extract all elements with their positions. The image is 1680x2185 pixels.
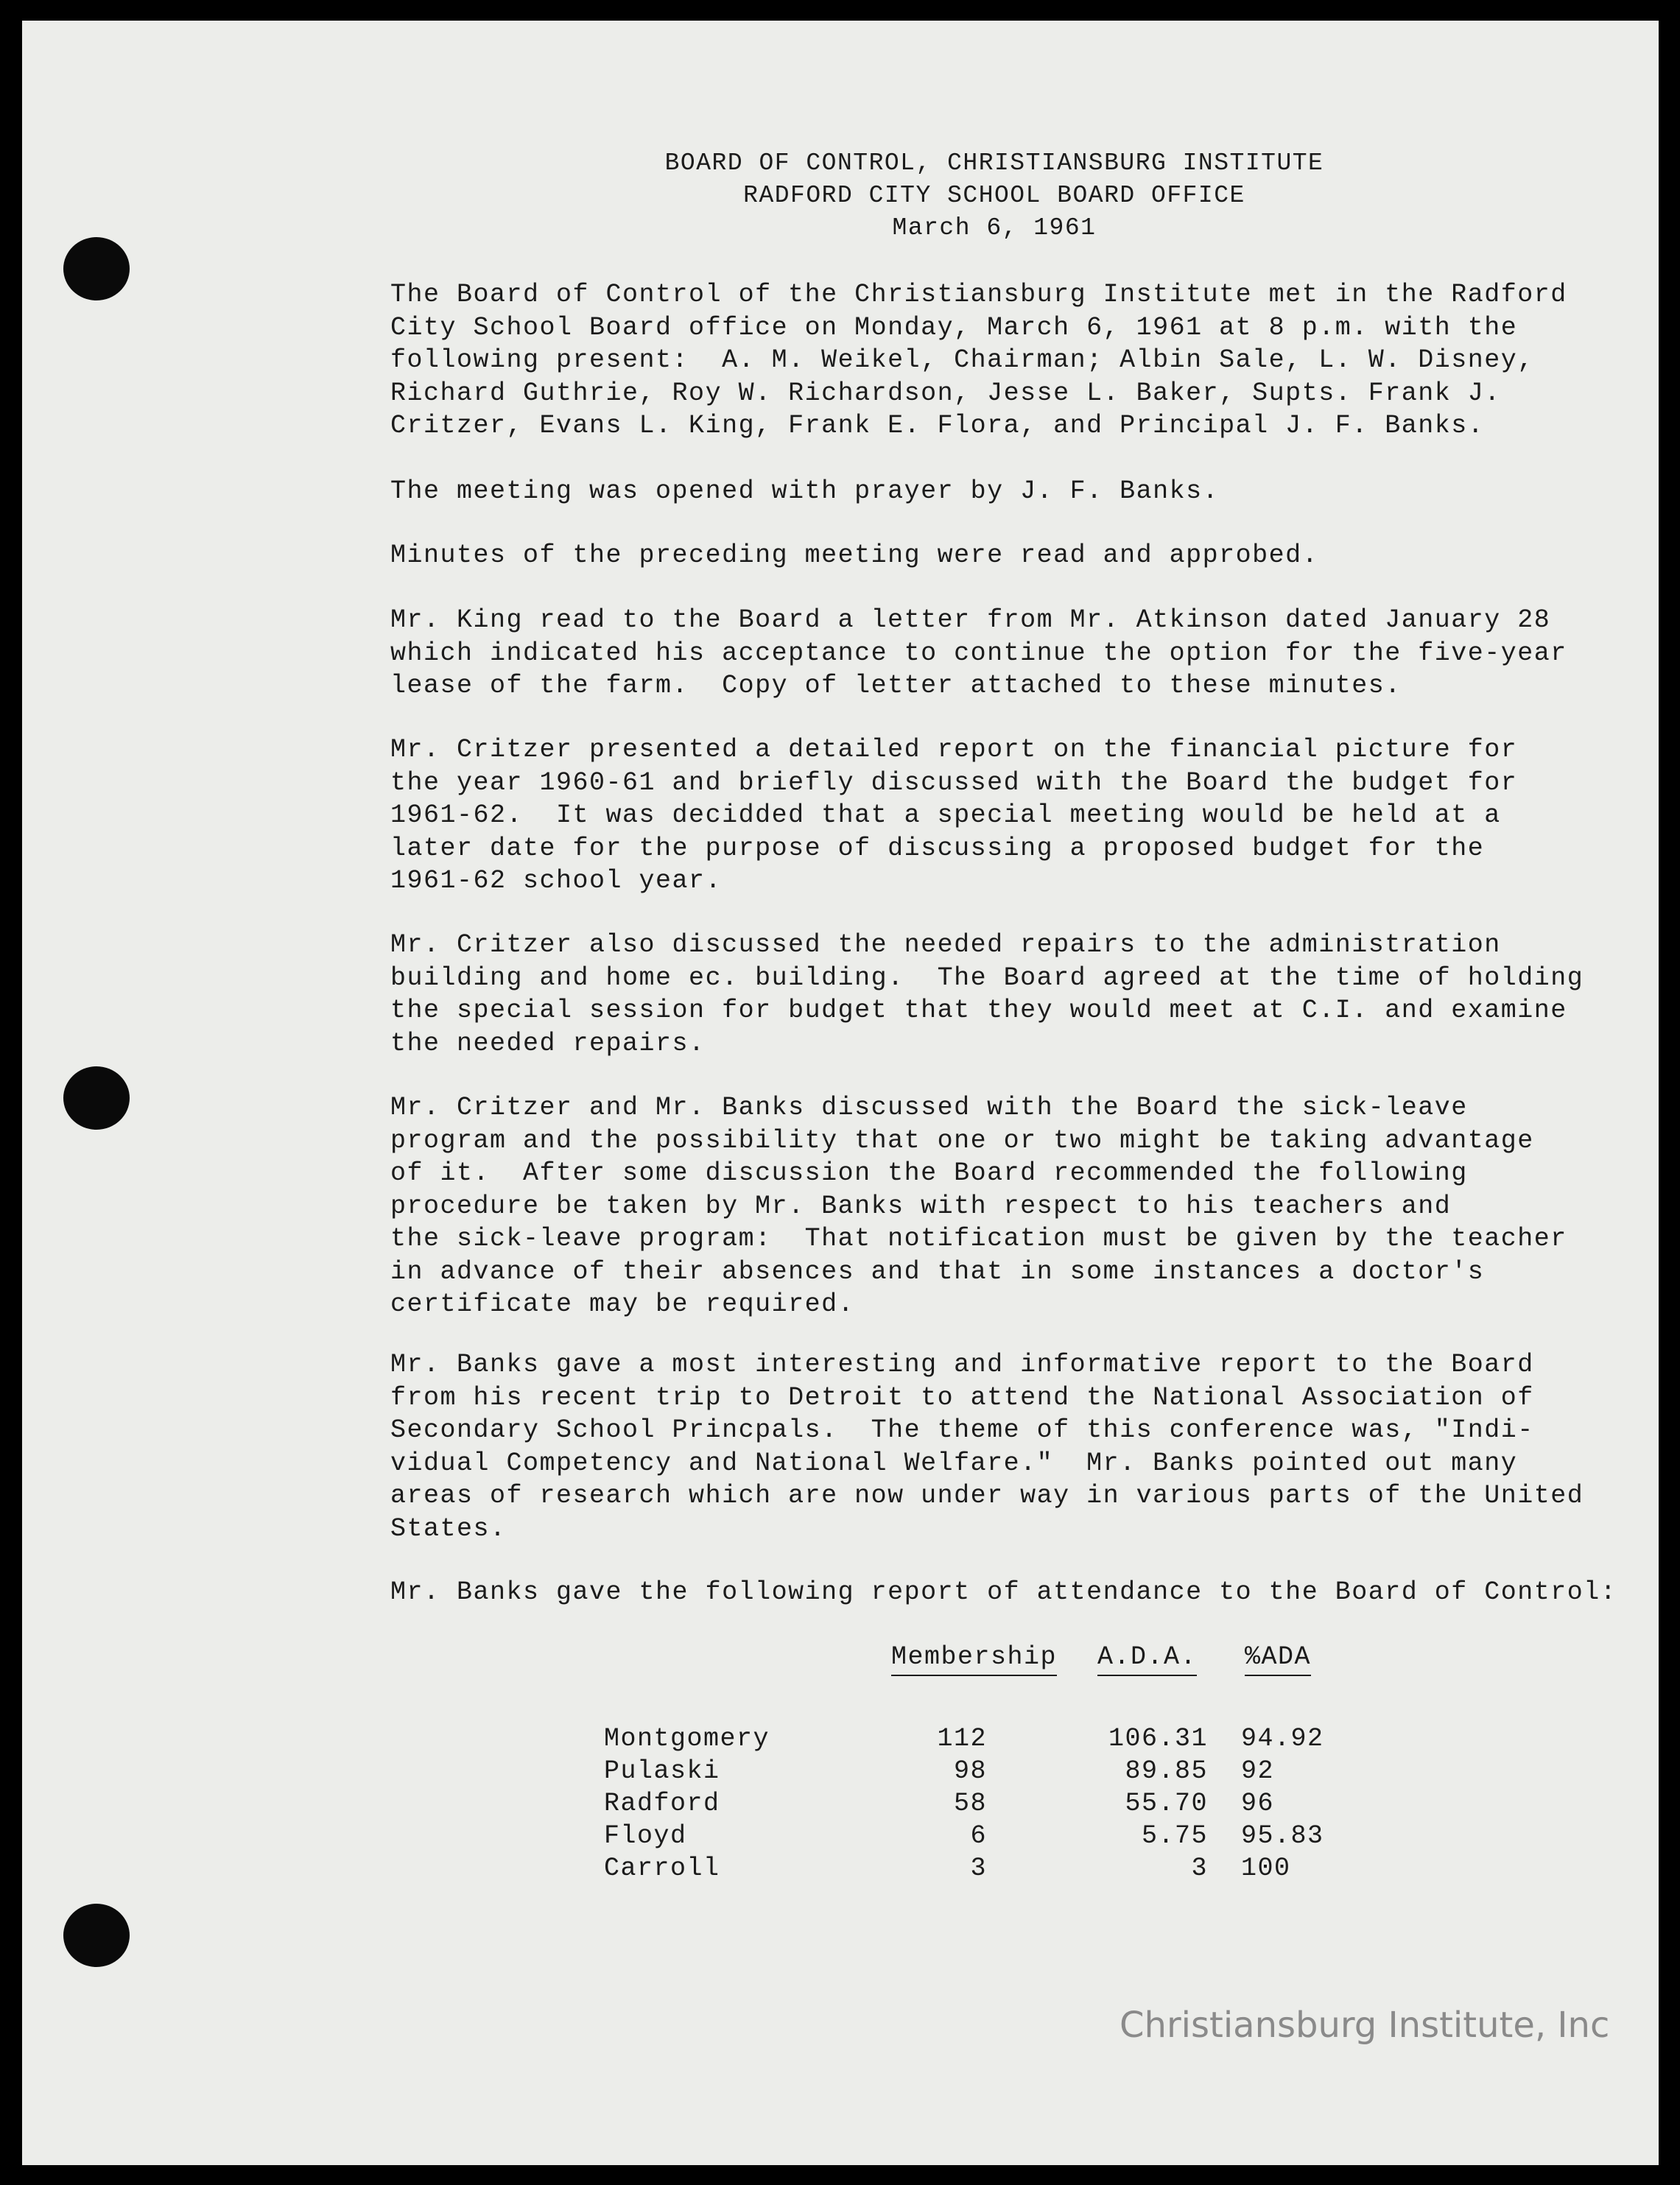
row-county: Floyd xyxy=(604,1821,687,1851)
paragraph-sick-leave: Mr. Critzer and Mr. Banks discussed with the Board the sick-leave program and the possibility that one or two might be taking advantage of it. After some discussion the Board recommended the following procedure be taken by Mr. Banks with respect to his teachers and the sick-leave program: That notification must be given by the teacher in advance of their absences and that in some instances a doctor's certificate may be required. xyxy=(390,1093,1567,1319)
row-membership: 6 xyxy=(970,1821,987,1851)
row-ada: 55.70 xyxy=(1125,1789,1208,1818)
table-row xyxy=(22,1755,1659,1787)
table-row xyxy=(22,1820,1659,1852)
row-county: Carroll xyxy=(604,1854,720,1883)
column-header-membership: Membership xyxy=(891,1641,1057,1676)
document-header xyxy=(22,147,1659,244)
row-membership: 112 xyxy=(937,1724,987,1753)
row-ada: 106.31 xyxy=(1108,1724,1208,1753)
watermark: Christiansburg Institute, Inc xyxy=(1120,2005,1610,2046)
row-ada: 89.85 xyxy=(1125,1756,1208,1786)
paragraph-attendance-intro: Mr. Banks gave the following report of attendance to the Board of Control: xyxy=(390,1577,1617,1607)
document-page xyxy=(22,21,1659,2165)
row-county: Montgomery xyxy=(604,1724,770,1753)
header-line-1: BOARD OF CONTROL, CHRISTIANSBURG INSTITUTE xyxy=(664,149,1324,177)
punch-hole-top xyxy=(63,237,130,300)
table-row xyxy=(22,1787,1659,1820)
row-pct-ada: 95.83 xyxy=(1241,1821,1324,1851)
header-line-3: March 6, 1961 xyxy=(892,214,1097,242)
row-ada: 3 xyxy=(1191,1854,1208,1883)
row-county: Radford xyxy=(604,1789,720,1818)
row-membership: 58 xyxy=(953,1789,987,1818)
row-pct-ada: 96 xyxy=(1241,1789,1275,1818)
paragraph-prayer: The meeting was opened with prayer by J. F. Banks. xyxy=(390,476,1220,506)
paragraph-financial-report: Mr. Critzer presented a detailed report on the financial picture for the year 1960-61 and briefly discussed with the Board the budget for 1961-62. It was decidded that a special meeting would be held at a later date for the purpose of discussing a proposed budget for the 1961-62 school year. xyxy=(390,735,1518,896)
row-pct-ada: 100 xyxy=(1241,1854,1291,1883)
table-row xyxy=(22,1852,1659,1885)
paragraph-minutes: Minutes of the preceding meeting were read and approbed. xyxy=(390,541,1319,570)
column-header-pct-ada: %ADA xyxy=(1245,1641,1311,1676)
header-line-2: RADFORD CITY SCHOOL BOARD OFFICE xyxy=(743,182,1245,209)
punch-hole-middle xyxy=(63,1066,130,1130)
row-membership: 98 xyxy=(953,1756,987,1786)
row-membership: 3 xyxy=(970,1854,987,1883)
row-pct-ada: 92 xyxy=(1241,1756,1275,1786)
row-ada: 5.75 xyxy=(1141,1821,1208,1851)
paragraph-detroit-report: Mr. Banks gave a most interesting and informative report to the Board from his recent trip to Detroit to attend the National Association of Secondary School Princpals. The theme of this conference was, "Indi- vidual Competency and National Welfare." Mr. Banks pointed out many areas of research which are now under way in various parts of the United States. xyxy=(390,1350,1584,1544)
column-header-ada: A.D.A. xyxy=(1097,1641,1197,1676)
table-row xyxy=(22,1723,1659,1755)
row-pct-ada: 94.92 xyxy=(1241,1724,1324,1753)
paragraph-farm-lease: Mr. King read to the Board a letter from Mr. Atkinson dated January 28 which indicated his acceptance to continue the option for the five-year lease of the farm. Copy of letter attached to these minutes. xyxy=(390,605,1567,700)
paragraph-repairs: Mr. Critzer also discussed the needed repairs to the administration building and home ec. building. The Board agreed at the time of holding the special session for budget that they would meet at C.I. and examine the needed repairs. xyxy=(390,930,1584,1058)
row-county: Pulaski xyxy=(604,1756,720,1786)
paragraph-attendees: The Board of Control of the Christiansburg Institute met in the Radford City School Board office on Monday, March 6, 1961 at 8 p.m. with the following present: A. M. Weikel, Chairman; Albin Sale, L. W. Disney, Richard Guthrie, Roy W. Richardson, Jesse L. Baker, Supts. Frank J. Critzer, Evans L. King, Frank E. Flora, and Principal J. F. Banks. xyxy=(390,280,1567,440)
punch-hole-bottom xyxy=(63,1904,130,1967)
